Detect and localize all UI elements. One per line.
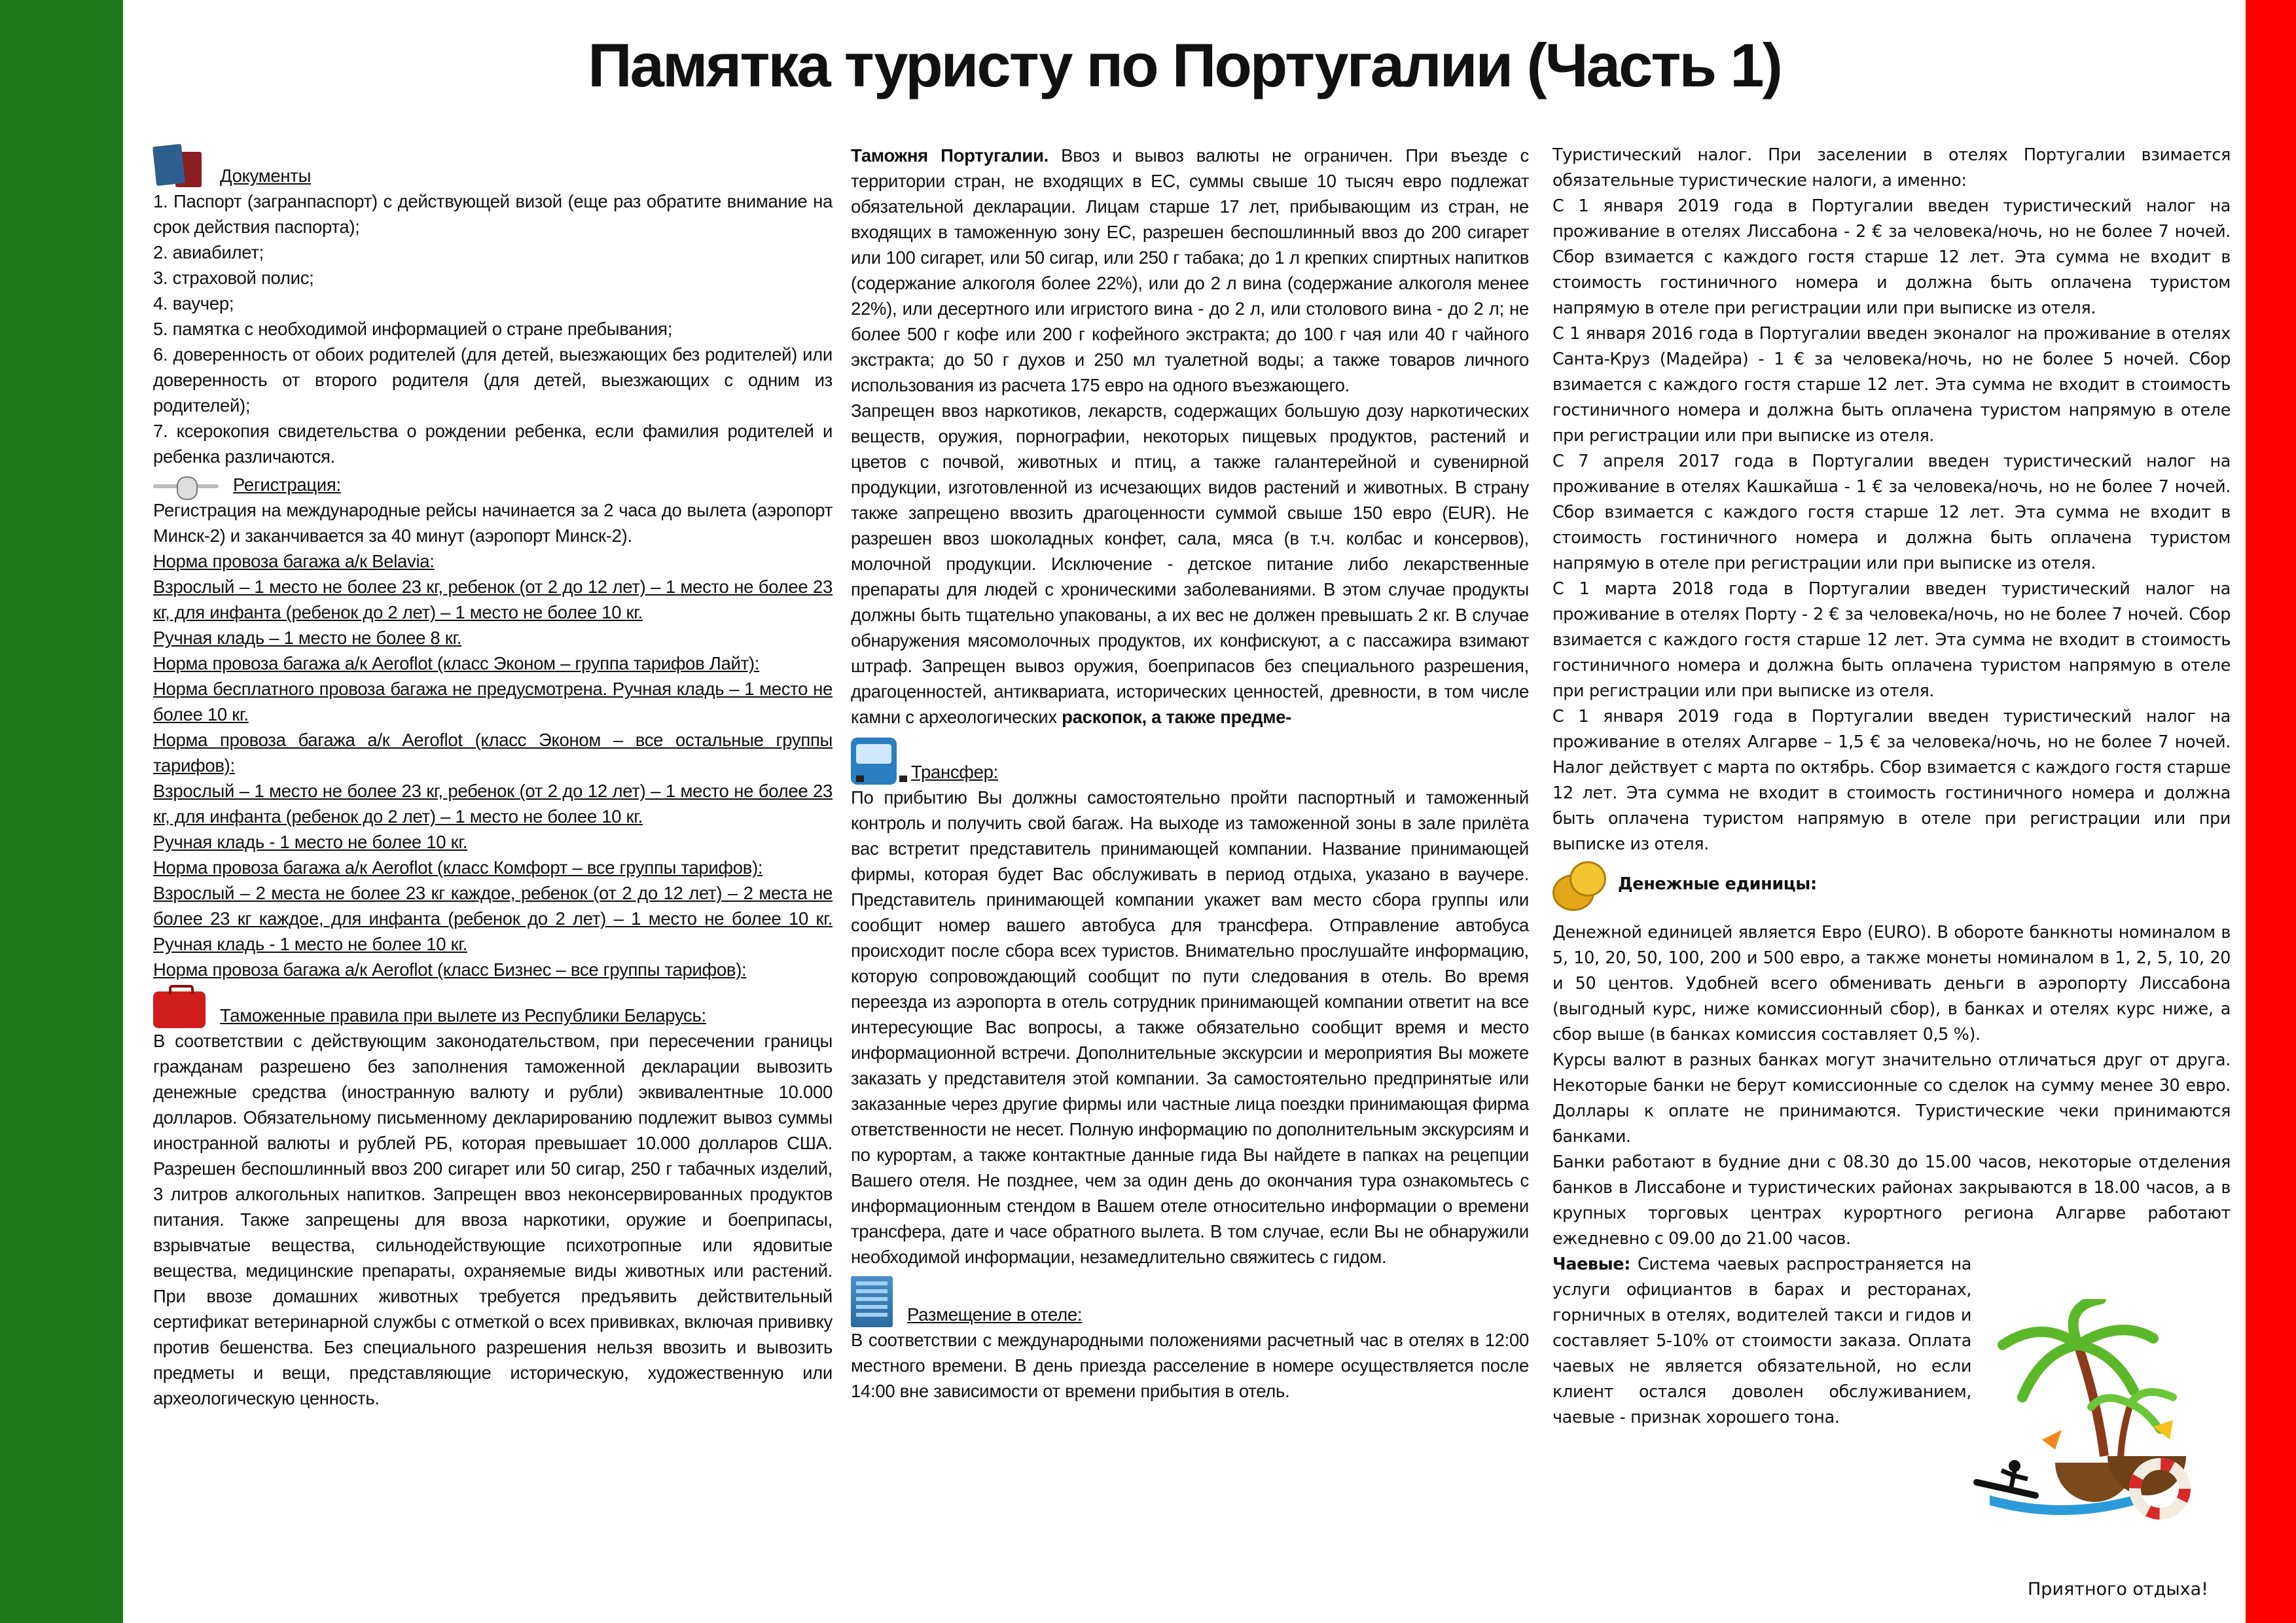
documents-item: 1. Паспорт (загранпаспорт) с действующей визой (еще раз обратите внимание на срок действия паспорта); <box>153 191 833 237</box>
baggage-rule: Норма провоза багажа а/к Aeroflot (класс Эконом – группа тарифов Лайт): <box>153 653 760 673</box>
palm-leaves <box>2003 1299 2153 1397</box>
customs-by-text: В соответствии с действующим законодательством, при пересечении границы гражданам разрешено без заполнения таможенной декларации вывозить денежные средства (иностранную валюту и рубли) эквивалентные 10.000 долларов. Обязательному письменному декларированию подлежит вывоз суммы иностранной валюты и рублей РБ, которая превышает 10.000 долларов США. Разрешен беспошлинный ввоз 200 сигарет или 50 сигар, 250 г табачных изделий, 3 литров алкогольных напитков. Запрещен ввоз неконсервированных продуктов питания. Также запрещены для ввоза наркотики, оружие и боеприпасы, взрывчатые вещества, сильнодействующие психотропные или ядовитые вещества, медицинские препараты, охраняемые виды животных или растений. При ввозе домашних животных требуется предъявить действительный сертификат ветеринарной службы с отметкой о всех прививках, включая прививку против бешенства. Без специального разрешения нельзя ввозить и вывозить предметы и вещи, представляющие историческую, художественную или археологическую ценность. <box>153 1031 833 1408</box>
bus-icon <box>851 738 897 785</box>
baggage-rule: Взрослый – 2 места не более 23 кг каждое, ребенок (от 2 до 12 лет) – 2 места не более 23 кг каждое, для инфанта (ребенок до 2 лет) – 1 место не более 10 кг. Ручная кладь - 1 место не более 10 кг. <box>153 883 833 954</box>
customs-pt-text <box>851 143 1529 398</box>
currency-paragraph: Денежной единицей является Евро (EURO). В обороте банкноты номиналом в 5, 10, 20, 50, 100, 200 и 500 евро, а также монеты номиналом в 1, 2, 5, 10, 20 и 50 центов. Удобней всего обменивать деньги в аэропорту Лиссабона (выгодный курс, ниже комиссионный сбор), в банках и отелях курс ниже, а сбор выше (в банках комиссия составляет 0,5 %). <box>1552 923 2231 1044</box>
customs-by-heading-text: Таможенные правила при вылете из Республики Беларусь: <box>220 1005 706 1026</box>
currency-heading <box>1552 861 2231 907</box>
customs-pt-prohibitions <box>851 398 1529 730</box>
documents-item: 2. авиабилет; <box>153 242 264 262</box>
baggage-rule: Взрослый – 1 место не более 23 кг, ребенок (от 2 до 12 лет) – 1 место не более 23 кг, для инфанта (ребенок до 2 лет) – 1 место не более 10 кг. <box>153 577 833 622</box>
tax-item: С 1 марта 2018 года в Португалии введен туристический налог на проживание в отелях Порту - 2 € за человека/ночь, но не более 7 ночей. Сбор взимается с каждого гостя старше 12 лет. Эта сумма не входит в стоимость гостиничного номера и должна быть оплачена туристом напрямую в отеле при регистрации или при выписке из отеля. <box>1552 579 2231 701</box>
documents-item: 7. ксерокопия свидетельства о рождении ребенка, если фамилия родителей и ребенка различаются. <box>153 421 833 467</box>
currency-heading-text: Денежные единицы: <box>1618 874 1817 894</box>
passport-icon <box>153 145 206 188</box>
column-3 <box>1552 143 2231 1431</box>
tips-body: Система чаевых распространяется на услуги официантов в барах и ресторанах, горничных в отелях, водителей такси и гидов и составляет 5-10% от стоимости заказа. Оплата чаевых не является обязательной, но если клиент остался доволен обслуживанием, чаевые - признак хорошего тона. <box>1552 1255 1971 1427</box>
tax-item: С 1 января 2019 года в Португалии введен туристический налог на проживание в отелях Алгарве – 1,5 € за человека/ночь, но не более 7 ночей. Налог действует с марта по октябрь. Сбор взимается с каждого гостя старше 12 лет. Эта сумма не входит в стоимость гостиничного номера и должна быть оплачена туристом напрямую в отеле при регистрации или при выписке из отеля. <box>1552 707 2231 854</box>
tax-item: С 1 января 2019 года в Португалии введен туристический налог на проживание в отелях Лиссабона - 2 € за человека/ночь, но не более 7 ночей. Сбор взимается с каждого гостя старше 12 лет. Эта сумма не входит в стоимость гостиничного номера и должна быть оплачена туристом напрямую в отеле при регистрации или при выписке из отеля. <box>1552 196 2231 318</box>
baggage-rule: Ручная кладь - 1 место не более 10 кг. <box>153 832 468 852</box>
hotel-heading-text: Размещение в отеле: <box>907 1304 1083 1325</box>
transfer-heading <box>851 738 1529 785</box>
currency-paragraph: Курсы валют в разных банках могут значительно отличаться друг от друга. Некоторые банки не берут комиссионные со сделок на сумму менее 30 евро. Доллары к оплате не принимаются. Туристические чеки принимаются банками. <box>1552 1050 2231 1147</box>
left-green-band <box>0 0 123 1623</box>
prohibitions-bold: раскопок, а также предме- <box>1062 707 1292 727</box>
customs-pt-body: Ввоз и вывоз валюты не ограничен. При въезде с территории стран, не входящих в ЕС, суммы свыше 10 тысяч евро подлежат обязательной декларации. Лицам старше 17 лет, прибывающим из стран, не входящих в таможенную зону ЕС, разрешен беспошлинный ввоз до 200 сигарет или 100 сигарет, или 50 сигар, или 250 г табака; до 1 л крепких спиртных напитков (содержание алкоголя более 22%), или до 2 л вина (содержание алкоголя менее 22%), или десертного или игристого вина - до 2 л, или столового вина - до 2 л; не более 500 г кофе или 200 г кофейного экстракта; до 100 г чая или 40 г чайного экстракта; до 50 г духов и 250 мл туалетной воды; а также товаров личного использования из расчета 175 евро на одного въезжающего. <box>851 145 1529 395</box>
farewell-text: Приятного отдыха! <box>2028 1579 2208 1599</box>
coins-icon <box>1552 861 1604 907</box>
page-title: Памятка туристу по Португалии (Часть 1) <box>588 31 1781 99</box>
registration-heading-text: Регистрация: <box>233 474 341 495</box>
tax-item: С 7 апреля 2017 года в Португалии введен туристический налог на проживание в отелях Кашкайша - 1 € за человека/ночь, но не более 7 ночей. Сбор взимается с каждого гостя старше 12 лет. Эта сумма не входит в стоимость гостиничного номера и должна быть оплачена туристом напрямую в отеле при регистрации или при выписке из отеля. <box>1552 452 2231 573</box>
baggage-rule: Норма провоза багажа а/к Aeroflot (класс Комфорт – все группы тарифов): <box>153 857 763 878</box>
documents-heading <box>153 145 833 188</box>
tips-lead: Чаевые: <box>1552 1255 1630 1274</box>
surfer <box>2009 1460 2020 1472</box>
baggage-rule: Ручная кладь – 1 место не более 8 кг. <box>153 628 462 648</box>
registration-text: Регистрация на международные рейсы начинается за 2 часа до вылета (аэропорт Минск-2) и заканчивается за 40 минут (аэропорт Минск-2). <box>153 500 833 546</box>
baggage-rule: Норма провоза багажа а/к Aeroflot (класс Бизнес – все группы тарифов): <box>153 959 747 980</box>
documents-heading-text: Документы <box>220 166 312 186</box>
transfer-text: По прибытию Вы должны самостоятельно пройти паспортный и таможенный контроль и получить свой багаж. На выходе из таможенной зоны в зале прилёта вас встретит представитель принимающей компании. Название принимающей фирмы, которая будет Вас обслуживать в период отдыха, указано в ваучере. Представитель принимающей компании укажет вам место сбора группы или сообщит номер вашего автобуса для трансфера. Отправление автобуса происходит после сбора всех туристов. Внимательно прослушайте информацию, которую сопровождающий сообщит по пути следования в отель. Во время переезда из аэропорта в отель сотрудник принимающей компании ответит на все интересующие Вас вопросы, а также обязательно сообщит время и место информационной встречи. Дополнительные экскурсии и мероприятия Вы можете заказать у представителя этой компании. За самостоятельно предпринятые или заказанные через другие фирмы или частные лица поездки принимающая фирма ответственности не несет. Полную информацию по дополнительным экскурсиям и по курортам, а также контактные данные гида Вы найдете в папках на рецепции Вашего отеля. Не позднее, чем за один день до окончания тура ознакомьтесь с информационным стендом в Вашем отеле относительно информации о времени трансфера, дате и часе обратного вылета. В том случае, если Вы не обнаружили необходимой информации, незамедлительно свяжитесь с гидом. <box>851 787 1529 1267</box>
tax-item: С 1 января 2016 года в Португалии введен эконалог на проживание в отелях Санта-Круз (Мадейра) - 1 € за человека/ночь, но не более 5 ночей. Сбор взимается с каждого гостя старше 12 лет. Эта сумма не входит в стоимость гостиничного номера и должна быть оплачена туристом напрямую в отеле при регистрации или при выписке из отеля. <box>1552 324 2231 446</box>
tax-intro: Туристический налог. При заселении в отелях Португалии взимается обязательные туристические налоги, а именно: <box>1552 145 2231 190</box>
baggage-rule: Взрослый – 1 место не более 23 кг, ребенок (от 2 до 12 лет) – 1 место не более 23 кг, для инфанта (ребенок до 2 лет) – 1 место не более 10 кг. <box>153 781 833 827</box>
registration-heading <box>153 472 833 497</box>
prohibitions-body: Запрещен ввоз наркотиков, лекарств, содержащих большую дозу наркотических веществ, оружия, порнографии, некоторых пищевых продуктов, растений и цветов с почвой, животных и птиц, а также галантерейной и сувенирной продукции, изготовленной из исчезающих видов растений и животных. В страну также запрещено ввозить драгоценности суммой свыше 150 евро (EUR). Не разрешен ввоз шоколадных конфет, сала, мяса (в т.ч. колбас и консервов), молочной продукции. Исключение - детское питание либо лекарственные препараты для людей с хроническими заболеваниями. В этом случае продукты должны быть тщательно упакованы, а их вес не должен превышать 2 кг. В случае обнаружения мясомолочных продуктов, их конфискуют, а с пассажира взимают штраф. Запрещен вывоз оружия, боеприпасов без специального разрешения, драгоценностей, антиквариата, исторических ценностей, древности, в том числе камни с археологических <box>851 401 1529 727</box>
airplane-icon <box>153 475 219 497</box>
baggage-rule: Норма провоза багажа а/к Belavia: <box>153 551 435 571</box>
right-red-band <box>2246 0 2296 1623</box>
transfer-heading-text: Трансфер: <box>911 762 998 782</box>
column-2 <box>851 143 1529 1404</box>
documents-item: 3. страховой полис; <box>153 268 314 288</box>
documents-item: 5. памятка с необходимой информацией о стране пребывания; <box>153 319 673 339</box>
baggage-rule: Норма провоза багажа а/к Aeroflot (класс Эконом – все остальные группы тарифов): <box>153 730 833 776</box>
hotel-icon <box>851 1276 893 1327</box>
documents-item: 4. ваучер; <box>153 293 234 313</box>
column-1 <box>153 143 833 1411</box>
documents-item: 6. доверенность от обоих родителей (для детей, выезжающих без родителей) или доверенность от второго родителя (для детей, выезжающих с одним из родителей); <box>153 344 833 416</box>
surfboard <box>1977 1482 2036 1495</box>
customs-by-heading <box>153 985 833 1028</box>
tips-text <box>1552 1252 1971 1431</box>
hotel-text: В соответствии с международными положениями расчетный час в отелях в 12:00 местного времени. В день приезда расселение в номере осуществляется после 14:00 вне зависимости от времени прибытия в отель. <box>851 1330 1529 1401</box>
currency-paragraph: Банки работают в будние дни с 08.30 до 15.00 часов, некоторые отделения банков в Лиссабоне и туристических районах закрываются в 18.00 часов, а в крупных торговых центрах курортного региона Алгарве работают ежедневно с 09.00 до 21.00 часов. <box>1552 1152 2231 1249</box>
water-splash <box>1990 1495 2134 1515</box>
customs-pt-lead: Таможня Португалии. <box>851 145 1049 166</box>
suitcase-icon <box>153 991 206 1028</box>
baggage-rule: Норма бесплатного провоза багажа не предусмотрена. Ручная кладь – 1 место не более 10 кг. <box>153 679 833 724</box>
tropical-palm-illustration <box>1964 1299 2212 1535</box>
hotel-heading <box>851 1276 1529 1327</box>
